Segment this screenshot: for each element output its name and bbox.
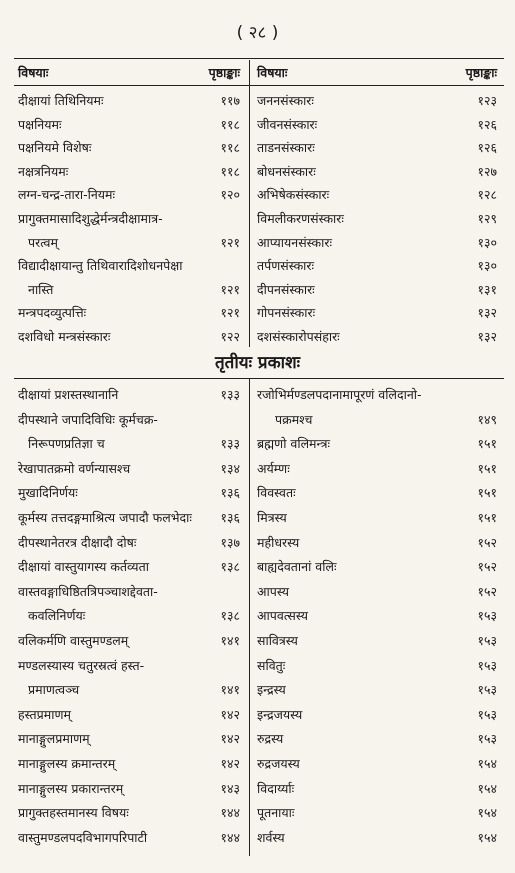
entry-page-number: १५४ [477, 780, 497, 796]
entry-title: बोधनसंस्कारः [257, 163, 316, 179]
right-header-subject: विषयाः [257, 65, 288, 80]
entry-title: अर्यम्णः [257, 460, 290, 476]
entry-title: मित्रस्य [257, 510, 287, 525]
entry-page-number: १४९ [477, 411, 497, 427]
entry-page-number: १३४ [220, 460, 240, 476]
entry-title: दशसंस्कारोपसंहारः [257, 329, 340, 344]
entry-page-number: १५४ [477, 805, 497, 821]
entry-title: ताडनसंस्कारः [257, 140, 315, 156]
entry-page-number: १२६ [477, 140, 497, 156]
entry-page-number: १२९ [477, 211, 497, 226]
entry-title: वास्तवङ्गाधिष्ठितत्रिपञ्चाशद्देवता- [18, 583, 158, 599]
entry-title: नक्षत्रनियमः [18, 163, 69, 179]
entry-title: हस्तप्रमाणम् [18, 706, 71, 722]
entry-title: रजोभिर्मण्डलपदानामापूरणं वलिदानो- [257, 387, 422, 402]
entry-page-number: १४१ [220, 682, 240, 698]
entry-title: इन्द्रजयस्य [257, 706, 303, 722]
entry-title: दीपनसंस्कारः [257, 281, 315, 297]
entry-title: विवस्वतः [257, 485, 296, 501]
entry-title: शर्वस्य [257, 829, 285, 845]
entry-title: विदार्य्याः [257, 780, 295, 796]
entry-title: रुद्रस्य [257, 731, 284, 747]
entry-page-number: १२१ [220, 234, 240, 250]
entry-page-number: १४१ [220, 633, 240, 648]
right-header-page: पृष्ठाङ्काः [465, 65, 497, 80]
entry-title: वलिकर्मणि वास्तुमण्डलम् [18, 633, 129, 648]
entry-page-number: १५३ [477, 657, 497, 673]
entry-title: सवितुः [257, 657, 286, 673]
column-divider-upper [249, 60, 250, 347]
entry-page-number: १५३ [477, 633, 497, 648]
entry-title: अभिषेकसंस्कारः [257, 187, 330, 203]
entry-page-number: १२६ [477, 116, 497, 132]
section2-rule [14, 378, 504, 379]
page-number: ( २८ ) [236, 23, 279, 43]
entry-page-number: १२३ [477, 93, 497, 108]
header-rule-top [14, 58, 504, 59]
entry-page-number: १३६ [220, 485, 240, 501]
entry-title: विमलीकरणसंस्कारः [257, 211, 344, 226]
left-header-page: पृष्ठाङ्काः [208, 65, 240, 80]
entry-title: रेखापातक्रमो वर्णन्यासश्च [18, 460, 131, 476]
entry-page-number: १५२ [477, 534, 497, 550]
entry-page-number: १३० [477, 258, 497, 274]
entry-page-number: १५२ [477, 559, 497, 575]
entry-page-number: १२० [220, 187, 240, 203]
entry-title: मानाङ्गुलस्य प्रकारान्तरम् [18, 780, 124, 796]
header-rule-bottom [14, 85, 504, 86]
entry-title: पक्षनियमे विशेषः [18, 140, 92, 156]
entry-page-number: १३६ [220, 510, 240, 525]
entry-title: मानाङ्गुलप्रमाणम् [18, 731, 90, 747]
entry-page-number: १२१ [220, 305, 240, 321]
entry-title: दीपस्थानेतरत्र दीक्षादौ दोषः [18, 534, 137, 550]
entry-page-number: १५३ [477, 731, 497, 747]
entry-page-number: १३८ [220, 559, 240, 575]
entry-page-number: ११८ [220, 140, 240, 156]
entry-title: तर्पणसंस्कारः [257, 258, 315, 274]
entry-page-number: १५२ [477, 583, 497, 599]
entry-title: विद्यादीक्षायान्तु तिथिवारादिशोधनपेक्षा [18, 258, 183, 274]
entry-title: निरूपणप्रतिज्ञा च [28, 436, 105, 452]
entry-page-number: १४४ [220, 805, 240, 821]
entry-page-number: १५३ [477, 608, 497, 624]
entry-page-number: १३३ [220, 387, 240, 402]
entry-title: आपवत्सस्य [257, 608, 308, 624]
entry-title: पूतनायाः [257, 805, 295, 821]
entry-page-number: १३८ [220, 608, 240, 624]
entry-title: मण्डलस्यास्य चतुरस्रत्वं हस्त- [18, 657, 145, 673]
entry-page-number: १३७ [220, 534, 240, 550]
entry-page-number: १२८ [477, 187, 497, 203]
entry-title: रुद्रजयस्य [257, 756, 300, 771]
entry-title: परत्वम् [28, 234, 58, 250]
entry-title: प्रागुक्तमासादिशुद्धेर्मन्त्रदीक्षामात्र- [18, 211, 163, 226]
entry-title: नास्ति [28, 281, 54, 297]
entry-page-number: १२१ [220, 281, 240, 297]
entry-title: ब्रह्मणो वलिमन्त्रः [257, 436, 331, 452]
entry-title: मानाङ्गुलस्य क्रमान्तरम् [18, 756, 116, 771]
entry-page-number: १३३ [220, 436, 240, 452]
entry-page-number: १५१ [477, 485, 497, 501]
entry-title: वास्तुमण्डलपदविभागपरिपाटी [18, 829, 148, 845]
entry-title: महीधरस्य [257, 534, 300, 550]
entry-title: दीपस्थाने जपादिविधिः कूर्मचक्र- [18, 411, 158, 427]
entry-title: गोपनसंस्कारः [257, 305, 316, 321]
entry-page-number: ११८ [220, 116, 240, 132]
entry-page-number: १५१ [477, 510, 497, 525]
entry-title: जीवनसंस्कारः [257, 116, 318, 132]
entry-page-number: १५३ [477, 682, 497, 698]
entry-page-number: १४४ [220, 829, 240, 845]
entry-page-number: १३२ [477, 329, 497, 344]
entry-title: सावित्रस्य [257, 633, 298, 648]
entry-title: दीक्षायां वास्तुयागस्य कर्तव्यता [18, 559, 149, 575]
entry-page-number: १५१ [477, 436, 497, 452]
column-divider-lower [249, 378, 250, 856]
entry-page-number: १३१ [477, 281, 497, 297]
entry-page-number: १४२ [220, 706, 240, 722]
entry-page-number: १४२ [220, 756, 240, 771]
left-header-subject: विषयाः [18, 65, 49, 80]
entry-page-number: १५४ [477, 829, 497, 845]
entry-page-number: १२२ [220, 329, 240, 344]
entry-page-number: १४२ [220, 731, 240, 747]
entry-title: दशविधो मन्त्रसंस्कारः [18, 329, 111, 344]
entry-title: मुखादिनिर्णयः [18, 485, 78, 501]
entry-title: कूर्मस्य तत्तदङ्गमाश्रित्य जपादौ फलभेदाः [18, 510, 192, 525]
entry-title: मन्त्रपदव्युत्पत्तिः [18, 305, 87, 321]
section-title: तृतीयः प्रकाशः [214, 353, 301, 373]
entry-page-number: ११७ [220, 93, 240, 108]
entry-title: प्रागुक्तहस्तमानस्य विषयः [18, 805, 129, 821]
entry-page-number: ११८ [220, 163, 240, 179]
entry-title: पक्रमश्च [275, 411, 313, 427]
entry-title: आपस्य [257, 583, 289, 599]
entry-page-number: १३० [477, 234, 497, 250]
entry-title: लग्न-चन्द्र-तारा-नियमः [18, 187, 116, 203]
entry-title: जननसंस्कारः [257, 93, 314, 108]
entry-title: दीक्षायां प्रशस्तस्थानानि [18, 387, 119, 402]
entry-title: कवलिनिर्णयः [28, 608, 86, 624]
entry-page-number: १५४ [477, 756, 497, 771]
entry-page-number: १३२ [477, 305, 497, 321]
entry-title: दीक्षायां तिथिनियमः [18, 93, 104, 108]
entry-page-number: १४३ [220, 780, 240, 796]
entry-page-number: १५३ [477, 706, 497, 722]
entry-title: आप्यायनसंस्कारः [257, 234, 333, 250]
entry-title: प्रमाणत्वञ्च [28, 682, 80, 698]
entry-title: बाह्यदेवतानां वलिः [257, 559, 337, 575]
entry-title: इन्द्रस्य [257, 682, 286, 698]
entry-page-number: १५१ [477, 460, 497, 476]
entry-page-number: १२७ [477, 163, 497, 179]
entry-title: पक्षनियमः [18, 116, 62, 132]
